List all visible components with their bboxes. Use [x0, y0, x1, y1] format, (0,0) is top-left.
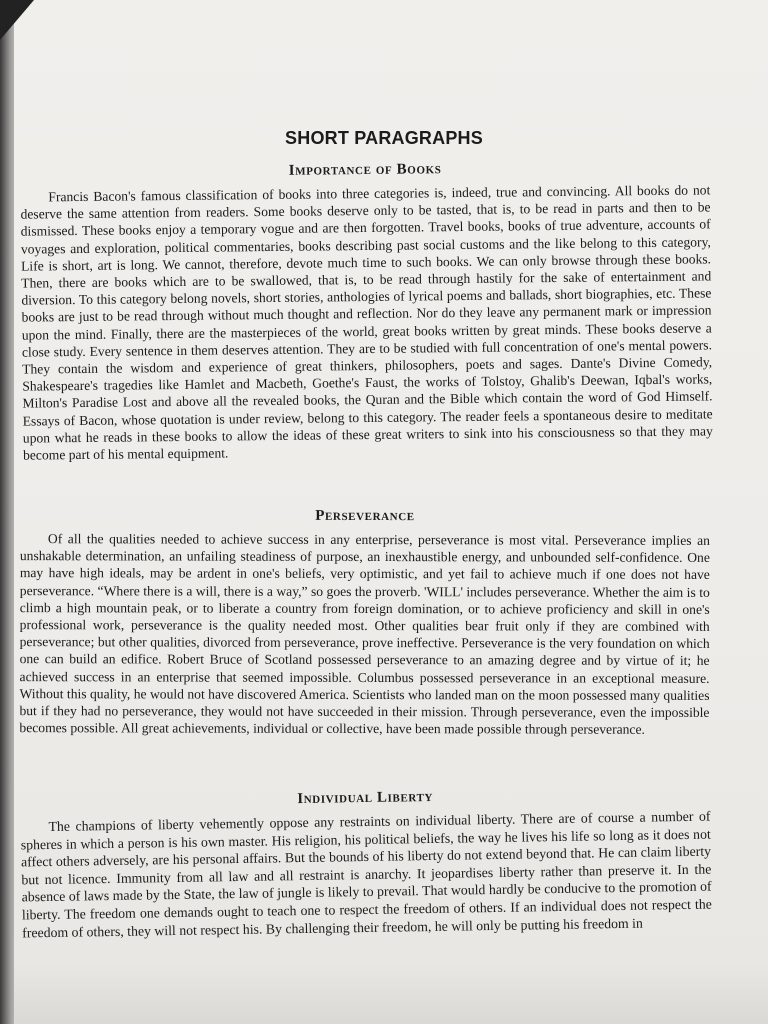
- section-individual-liberty: [20, 785, 712, 942]
- section-paragraph: The champions of liberty vehemently oppose any restraints on individual liberty. There are of course a number of spheres in which a person is his own master. His religion, his political beliefs, the way he lives his life so long as it does not affect others adversely, are his personal affairs. But the bounds of his liberty do not extend beyond that. He can claim liberty but not licence. Immunity from all law and all restraint is anarchy. It jeopardises liberty rather than preserve it. In the absence of laws made by the State, the law of jungle is likely to prevail. That would hardly be conducive to the promotion of liberty. The freedom one demands ought to teach one to respect the freedom of others. If an individual does not respect the freedom of others, they will not respect his. By challenging their freedom, he will only be putting his freedom in: [20, 808, 712, 940]
- section-paragraph: Of all the qualities needed to achieve success in any enterprise, perseverance is most vital. Perseverance implies an unshakable determination, an unfailing steadiness of purpose, an inexhaustible energy, and unbounded self-confidence. One may have high ideals, may be ardent in one's beliefs, very optimistic, and yet fail to achieve much if one does not have perseverance. “Where there is a will, there is a way,” so goes the proverb. 'WILL' includes perseverance. Whether the aim is to climb a high mountain peak, or to liberate a country from foreign domination, or to achieve proficiency and skill in one's professional work, perseverance is the quality needed most. Other qualities bear fruit only if they are combined with perseverance; but other qualities, divorced from perseverance, prove ineffective. Perseverance is the very foundation on which one can build an edifice. Robert Bruce of Scotland possessed perseverance to an amazing degree and by virtue of it; he achieved success in an enterprise that seemed impossible. Columbus possessed perseverance in an exceptional measure. Without this quality, he would not have discovered America. Scientists who landed man on the moon possessed many qualities but if they had no perseverance, they would not have succeeded in their mission. Through perseverance, even the impossible becomes possible. All great achievements, individual or collective, have been made possible through perseverance.: [19, 531, 710, 737]
- section-importance-of-books: [20, 158, 713, 463]
- section-heading: Perseverance: [315, 507, 415, 525]
- section-paragraph: Francis Bacon's famous classification of books into three categories is, indeed, true and convincing. All books do not deserve the same attention from readers. Some books deserve only to be tasted, that is, to be read in parts and then to be dismissed. These books enjoy a temporary vogue and are then forgotten. Travel books, books of true adventure, accounts of voyages and exploration, political commentaries, books describing past social customs and the like belong to this category, Life is short, art is long. We cannot, therefore, devote much time to such books. We can only browse through these books. Then, there are books which are to be swallowed, that is, to be read through hastily for the sake of entertainment and diversion. To this category belong novels, short stories, anthologies of lyrical poems and ballads, short biographies, etc. These books are just to be read through without much thought and reflection. Nor do they leave any permanent mark or impression upon the mind. Finally, there are the masterpieces of the world, great books written by great minds. These books deserve a close study. Every sentence in them deserves attention. They are to be studied with full concentration of one's mental powers. They contain the wisdom and experience of great thinkers, philosophers, poets and sages. Dante's Divine Comedy, Shakespeare's tragedies like Hamlet and Macbeth, Goethe's Faust, the works of Tolstoy, Ghalib's Deewan, Iqbal's works, Milton's Paradise Lost and above all the revealed books, the Quran and the Bible which contain the word of God Himself. Essays of Bacon, whose quotation is under review, belong to this category. The reader feels a spontaneous desire to meditate upon what he reads in these books to allow the ideas of these great writers to sink into his consciousness so that they may become part of his mental equipment.: [20, 182, 713, 463]
- section-heading: Individual Liberty: [297, 788, 434, 808]
- section-perseverance: [19, 507, 710, 738]
- page-corner: [0, 0, 34, 40]
- page-title: SHORT PARAGRAPHS: [285, 128, 483, 148]
- section-heading: Importance of Books: [288, 161, 442, 179]
- page-bottom-shade: [14, 964, 768, 1024]
